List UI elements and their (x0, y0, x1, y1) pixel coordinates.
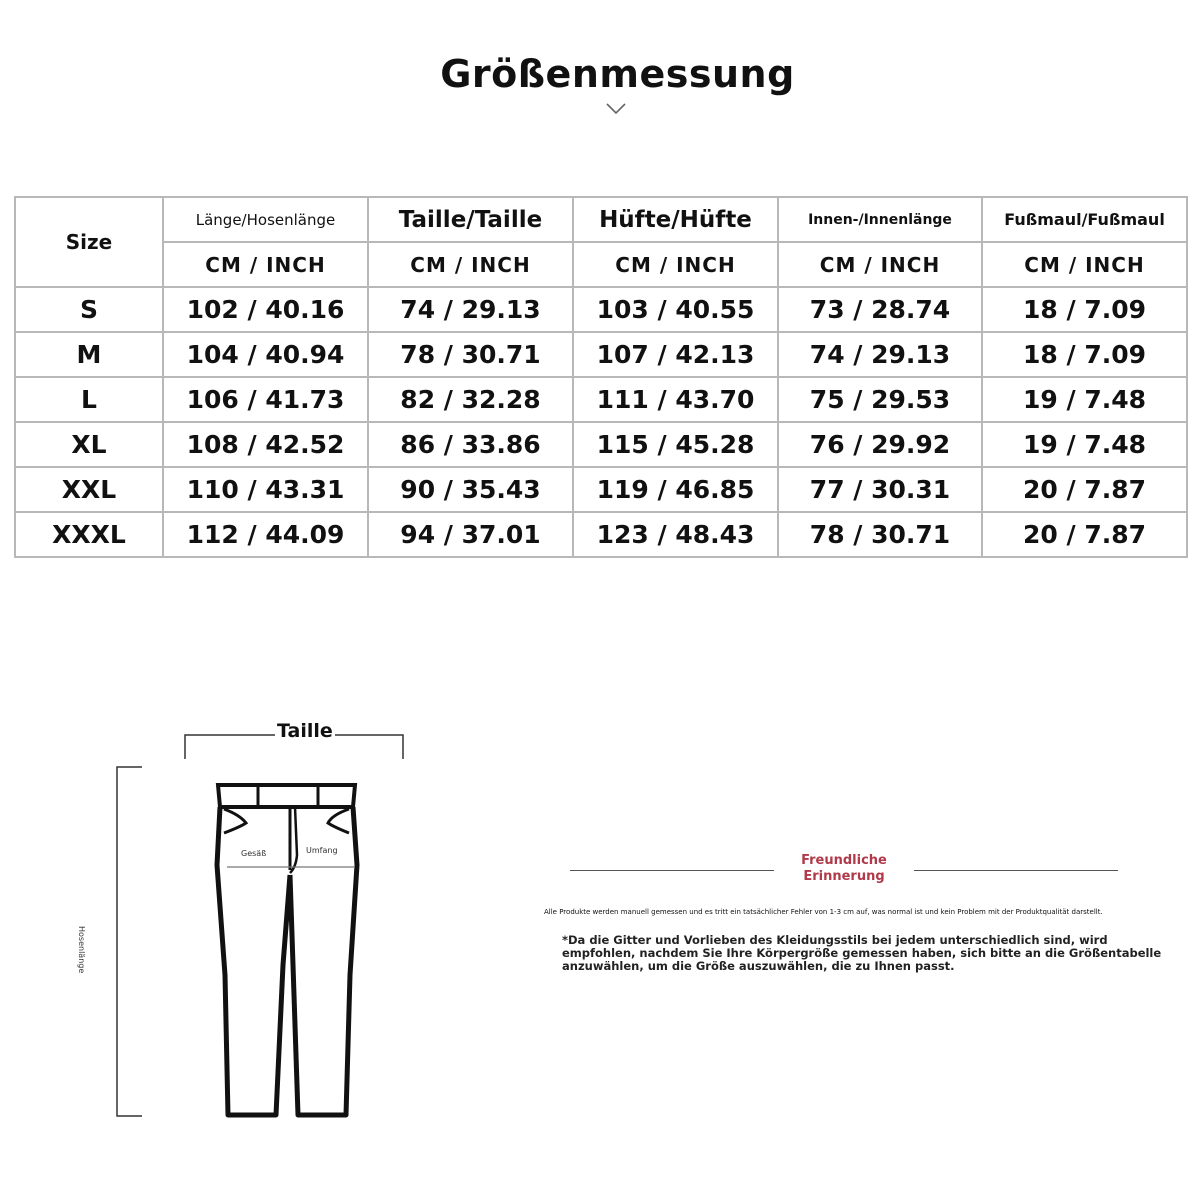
table-cell: 112 / 44.09 (163, 512, 368, 557)
unit-label: CM / INCH (368, 242, 573, 287)
table-cell: 103 / 40.55 (573, 287, 778, 332)
size-cell: L (15, 377, 163, 422)
column-header-inseam: Innen-/Innenlänge (778, 197, 982, 242)
size-cell: XXL (15, 467, 163, 512)
length-diagram-label: Hosenlänge (77, 926, 86, 974)
size-cell: XXXL (15, 512, 163, 557)
table-cell: 19 / 7.48 (982, 422, 1187, 467)
table-row (15, 287, 1187, 332)
table-cell: 75 / 29.53 (778, 377, 982, 422)
table-cell: 94 / 37.01 (368, 512, 573, 557)
table-cell: 106 / 41.73 (163, 377, 368, 422)
table-row (15, 332, 1187, 377)
table-cell: 104 / 40.94 (163, 332, 368, 377)
table-cell: 18 / 7.09 (982, 287, 1187, 332)
size-cell: M (15, 332, 163, 377)
table-cell: 73 / 28.74 (778, 287, 982, 332)
measurement-error-note: Alle Produkte werden manuell gemessen und es tritt ein tatsächlicher Fehler von 1-3 cm auf, was normal ist und kein Problem mit der Produktqualität darstellt. (544, 908, 1103, 916)
size-cell: XL (15, 422, 163, 467)
divider-left (570, 870, 774, 871)
table-row (15, 467, 1187, 512)
table-cell: 20 / 7.87 (982, 512, 1187, 557)
table-cell: 102 / 40.16 (163, 287, 368, 332)
pants-diagram (100, 715, 430, 1125)
table-cell: 110 / 43.31 (163, 467, 368, 512)
table-cell: 78 / 30.71 (368, 332, 573, 377)
unit-label: CM / INCH (778, 242, 982, 287)
table-cell: 20 / 7.87 (982, 467, 1187, 512)
table-row (15, 422, 1187, 467)
divider-right (914, 870, 1118, 871)
column-header-waist: Taille/Taille (368, 197, 573, 242)
table-cell: 115 / 45.28 (573, 422, 778, 467)
table-row (15, 512, 1187, 557)
table-unit-row (15, 242, 1187, 287)
chevron-down-icon (606, 102, 626, 116)
table-cell: 74 / 29.13 (778, 332, 982, 377)
table-cell: 108 / 42.52 (163, 422, 368, 467)
unit-label: CM / INCH (982, 242, 1187, 287)
table-cell: 90 / 35.43 (368, 467, 573, 512)
table-cell: 111 / 43.70 (573, 377, 778, 422)
table-cell: 74 / 29.13 (368, 287, 573, 332)
table-cell: 119 / 46.85 (573, 467, 778, 512)
table-header-row (15, 197, 1187, 242)
column-header-hip: Hüfte/Hüfte (573, 197, 778, 242)
reminder-title: Freundliche Erinnerung (801, 853, 887, 884)
column-header-length: Länge/Hosenlänge (163, 197, 368, 242)
table-cell: 19 / 7.48 (982, 377, 1187, 422)
table-cell: 78 / 30.71 (778, 512, 982, 557)
waist-diagram-label: Taille (277, 720, 333, 742)
table-cell: 82 / 32.28 (368, 377, 573, 422)
table-row (15, 377, 1187, 422)
table-cell: 18 / 7.09 (982, 332, 1187, 377)
hip-diagram-label: Gesäß (241, 849, 267, 858)
column-header-leg-opening: Fußmaul/Fußmaul (982, 197, 1187, 242)
unit-label: CM / INCH (163, 242, 368, 287)
circumference-diagram-label: Umfang (306, 846, 338, 855)
size-chart-table (14, 196, 1188, 558)
table-cell: 107 / 42.13 (573, 332, 778, 377)
table-cell: 77 / 30.31 (778, 467, 982, 512)
unit-label: CM / INCH (573, 242, 778, 287)
page-title: Größenmessung (440, 52, 795, 96)
size-cell: S (15, 287, 163, 332)
size-column-header: Size (15, 197, 163, 287)
table-cell: 86 / 33.86 (368, 422, 573, 467)
table-cell: 123 / 48.43 (573, 512, 778, 557)
size-advice-note: *Da die Gitter und Vorlieben des Kleidungsstils bei jedem unterschiedlich sind, wird empfohlen, nachdem Sie Ihre Körpergröße gemessen haben, sich bitte an die Größentabelle anzuwählen, um die Größe auszuwählen, die zu Ihnen passt. (562, 933, 1162, 973)
table-cell: 76 / 29.92 (778, 422, 982, 467)
